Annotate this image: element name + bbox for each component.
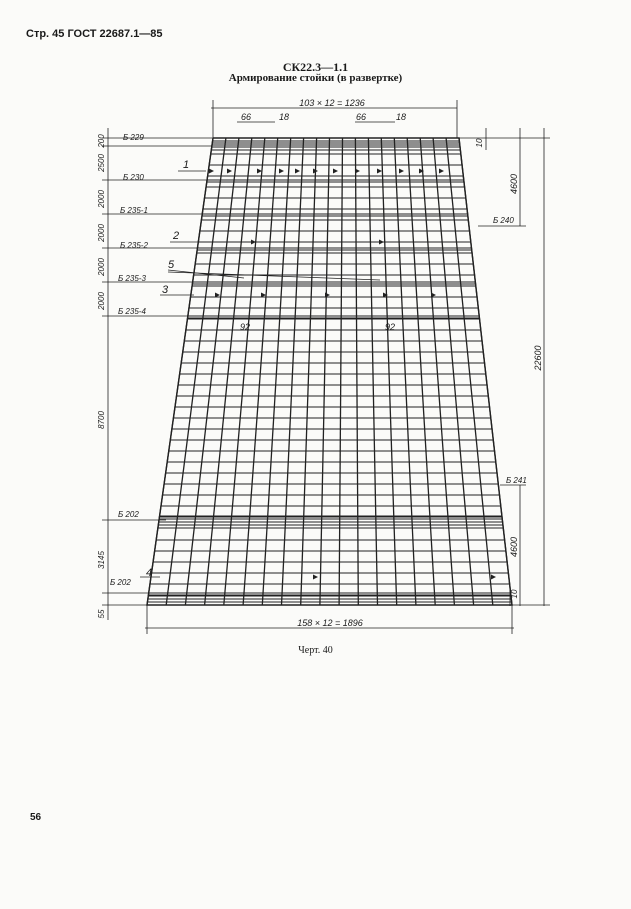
svg-text:2000: 2000 <box>97 224 106 242</box>
svg-text:10: 10 <box>510 589 519 599</box>
vertical-bar <box>407 138 435 605</box>
mark-b235-2: Б 235-2 <box>120 241 148 250</box>
svg-text:8700: 8700 <box>97 411 106 429</box>
svg-text:22600: 22600 <box>533 345 543 371</box>
vertical-bar <box>243 138 278 605</box>
horizontal-bars <box>147 141 511 602</box>
svg-text:4600: 4600 <box>509 536 519 558</box>
svg-text:55: 55 <box>97 609 106 619</box>
dim-92-right: 92 <box>385 322 396 332</box>
svg-text:2000: 2000 <box>97 190 106 208</box>
position-4: 4 <box>146 567 153 579</box>
mark-b202-upper: Б 202 <box>118 510 139 519</box>
bar-arrow <box>295 169 300 174</box>
position-2: 2 <box>173 230 180 242</box>
position-5: 5 <box>168 259 175 271</box>
bar-arrow <box>379 240 384 245</box>
dim-18-left: 18 <box>278 112 290 122</box>
svg-text:10: 10 <box>475 138 484 148</box>
vertical-bar <box>394 138 416 605</box>
vertical-bar <box>355 138 358 605</box>
vertical-bars <box>147 138 512 605</box>
drawing-title: СК22.3—1.1 <box>282 60 349 74</box>
position-1: 1 <box>183 159 190 171</box>
bottom-width-label: 158 × 12 = 1896 <box>297 618 363 628</box>
mark-b230: Б 230 <box>123 173 144 182</box>
bar-arrow <box>279 169 284 174</box>
vertical-bar <box>282 138 304 605</box>
vertical-bar <box>166 138 226 605</box>
bar-arrow <box>209 169 214 174</box>
page-header: Стр. 45 ГОСТ 22687.1—85 <box>26 28 163 40</box>
bar-arrow <box>227 169 232 174</box>
bar-arrow <box>313 575 318 580</box>
mark-b235-3: Б 235-3 <box>118 274 146 283</box>
bar-arrow <box>377 169 382 174</box>
mark-b229: Б 229 <box>123 133 144 142</box>
bar-arrow <box>399 169 404 174</box>
dim-66-right: 66 <box>355 112 367 122</box>
svg-text:2000: 2000 <box>97 258 106 276</box>
vertical-bar <box>381 138 396 605</box>
vertical-bar <box>368 138 377 605</box>
svg-text:2000: 2000 <box>97 292 106 310</box>
bar-arrow <box>333 169 338 174</box>
mark-b241: Б 241 <box>506 476 527 485</box>
dim-66-left: 66 <box>240 112 252 122</box>
vertical-bar <box>339 138 342 605</box>
vertical-bar <box>262 138 290 605</box>
page-number: 56 <box>30 812 42 823</box>
figure-caption: Черт. 40 <box>298 645 333 656</box>
mark-b235-4: Б 235-4 <box>118 307 146 316</box>
bar-arrow <box>439 169 444 174</box>
drawing-subtitle: Армирование стойки (в развертке) <box>228 72 403 84</box>
mark-b240: Б 240 <box>493 216 514 225</box>
trapezoid-outline <box>147 138 512 605</box>
bar-arrow <box>355 169 360 174</box>
mark-b202-lower: Б 202 <box>110 578 131 587</box>
position-3: 3 <box>162 284 169 296</box>
svg-text:200: 200 <box>97 134 106 148</box>
dim-18-right: 18 <box>395 112 407 122</box>
dim-92-left: 92 <box>240 322 251 332</box>
top-width-label: 103 × 12 = 1236 <box>299 98 365 108</box>
mark-b235-1: Б 235-1 <box>120 206 148 215</box>
vertical-bar <box>147 138 213 605</box>
vertical-bar <box>420 138 454 605</box>
vertical-bar <box>301 138 317 605</box>
svg-text:3145: 3145 <box>97 551 106 569</box>
bar-arrow <box>491 575 496 580</box>
svg-text:2500: 2500 <box>97 154 106 172</box>
svg-text:4600: 4600 <box>509 173 519 195</box>
vertical-bar <box>320 138 330 605</box>
